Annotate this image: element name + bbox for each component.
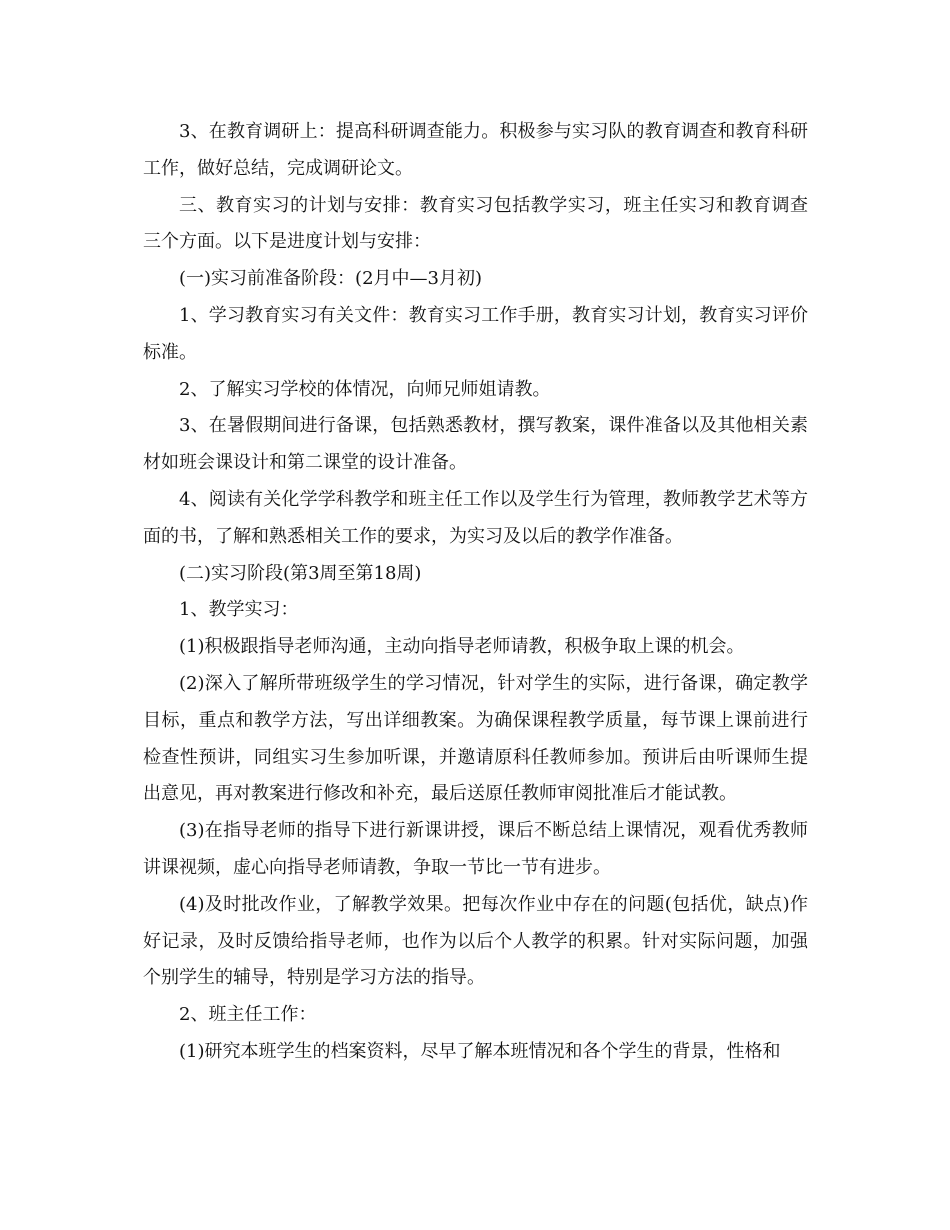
paragraph-teaching-item-3: (3)在指导老师的指导下进行新课讲授，课后不断总结上课情况，观看优秀教师讲课视频，虚心向指导老师请教，争取一节比一节有进步。 xyxy=(143,820,808,878)
paragraph-plan-heading: 三、教育实习的计划与安排：教育实习包括教学实习，班主任实习和教育调查三个方面。以下是进度计划与安排： xyxy=(143,194,808,253)
paragraph-prep-item-4: 4、阅读有关化学学科教学和班主任工作以及学生行为管理，教师教学艺术等方面的书，了解和熟悉相关工作的要求，为实习及以后的教学作准备。 xyxy=(143,488,808,547)
paragraph-prep-item-3: 3、在暑假期间进行备课，包括熟悉教材，撰写教案，课件准备以及其他相关素材如班会课设计和第二课堂的设计准备。 xyxy=(143,415,808,474)
document-body xyxy=(143,114,808,1071)
paragraph-prep-item-1: 1、学习教育实习有关文件：教育实习工作手册，教育实习计划，教育实习评价标准。 xyxy=(143,304,808,363)
paragraph-class-teacher-item-1: (1)研究本班学生的档案资料，尽早了解本班情况和各个学生的背景，性格和 xyxy=(179,1040,781,1062)
paragraph-prep-stage: (一)实习前准备阶段：(2月中—3月初) xyxy=(179,268,482,290)
paragraph-prep-item-2: 2、了解实习学校的体情况，向师兄师姐请教。 xyxy=(179,378,551,400)
paragraph-teaching-item-4: (4)及时批改作业，了解教学效果。把每次作业中存在的问题(包括优，缺点)作好记录，及时反馈给指导老师，也作为以后个人教学的积累。针对实际问题，加强个别学生的辅导，特别是学习方法的指导。 xyxy=(143,893,808,989)
paragraph-practice-stage: (二)实习阶段(第3周至第18周) xyxy=(179,562,422,584)
paragraph-research-goal: 3、在教育调研上：提高科研调查能力。积极参与实习队的教育调查和教育科研工作，做好总结，完成调研论文。 xyxy=(143,121,808,179)
paragraph-teaching-item-2: (2)深入了解所带班级学生的学习情况，针对学生的实际，进行备课，确定教学目标，重点和教学方法，写出详细教案。为确保课程教学质量，每节课上课前进行检查性预讲，同组实习生参加听课，并邀请原科任教师参加。预讲后由听课师生提出意见，再对教案进行修改和补充，最后送原任教师审阅批准后才能试教。 xyxy=(143,672,808,805)
paragraph-teaching-item-1: (1)积极跟指导老师沟通，主动向指导老师请教，积极争取上课的机会。 xyxy=(179,636,745,658)
paragraph-class-teacher-work: 2、班主任工作： xyxy=(179,1004,317,1026)
paragraph-teaching-practice: 1、教学实习： xyxy=(179,599,299,621)
